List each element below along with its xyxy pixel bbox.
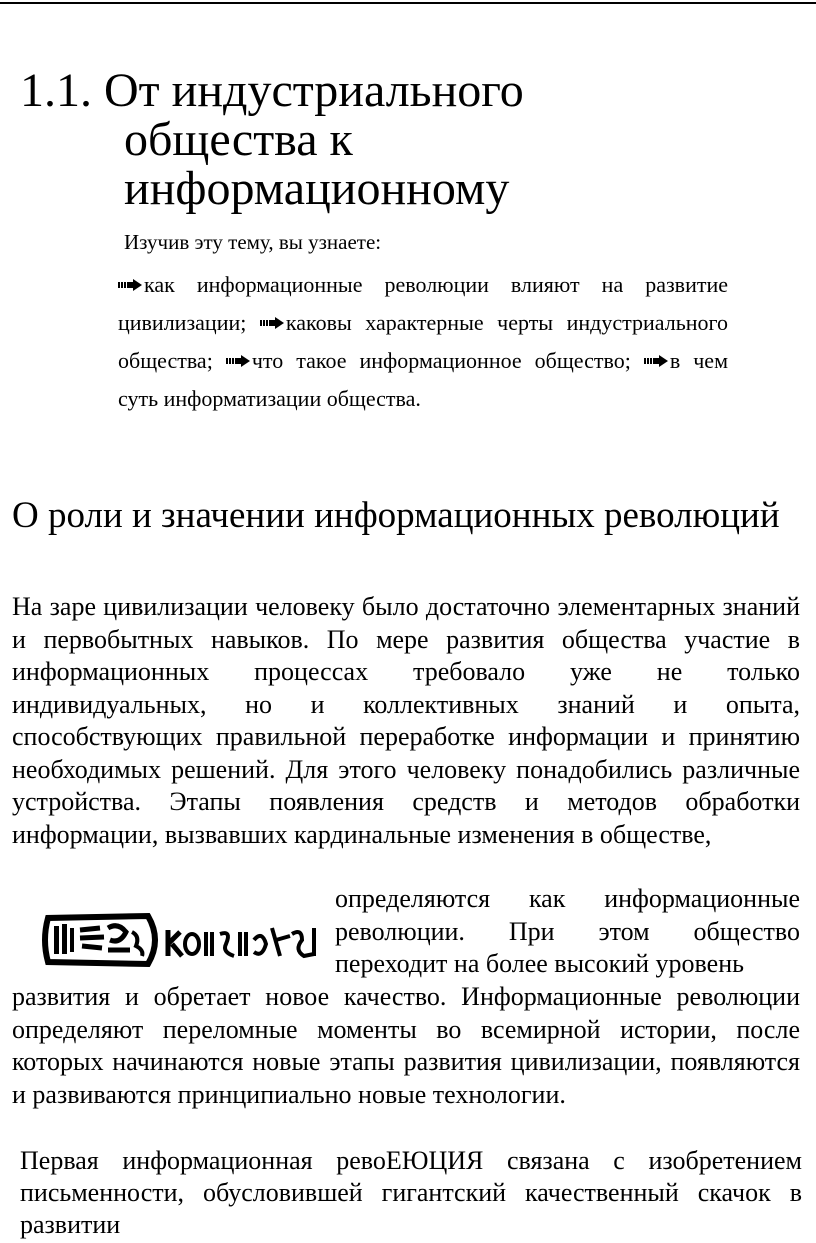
body-paragraph-3: Первая информационная ревоЕЮЦИЯ связана с изобретением письменности, обусловившей гигантский качественный скачок в развитии	[20, 1146, 802, 1239]
learning-goal-item: как информационные революции влияют на развитие цивилизации;	[118, 272, 728, 335]
hieroglyph-cartouche-image	[40, 910, 322, 970]
arrow-bullet-icon	[260, 317, 284, 329]
section-heading: О роли и значении информационных революций	[12, 495, 780, 536]
title-line-1: 1.1. От индустриального	[20, 64, 524, 117]
title-line-2: общества к	[124, 113, 353, 166]
arrow-bullet-icon	[226, 355, 250, 367]
learning-goals	[118, 266, 728, 418]
learning-goal-item: в чем суть информатизации общества.	[118, 348, 728, 411]
body-paragraph-1: На заре цивилизации человеку было достаточно элементарных знаний и первобытных навыков. По мере развития общества участие в информационных процессах требовало уже не только индивидуальных, но и коллективных знаний и опыта, способствующих правильной переработке информации и принятию необходимых решений. Для этого человеку понадобились различные устройства. Этапы появления средств и методов обработки информации, вызвавших кардинальные изменения в обществе,	[12, 592, 800, 849]
learn-intro: Изучив эту тему, вы узнаете:	[124, 230, 382, 254]
learning-goal-item: что такое информационное общество;	[251, 348, 631, 373]
learning-goal-item: каковы характерные черты индустриального общества;	[118, 310, 728, 373]
arrow-bullet-icon	[644, 355, 668, 367]
arrow-bullet-icon	[118, 279, 142, 291]
title-line-3: информационному	[124, 162, 510, 215]
top-rule	[0, 2, 816, 4]
body-paragraph-1-wrap: определяются как информационные революции. При этом общество переходит на более высокий уровень	[335, 884, 800, 978]
body-paragraph-2: развития и обретает новое качество. Информационные революции определяют переломные моменты во всемирной истории, после которых начинаются новые этапы развития цивилизации, появляются и развиваются принципиально новые технологии.	[12, 982, 800, 1109]
page-title	[20, 66, 800, 213]
